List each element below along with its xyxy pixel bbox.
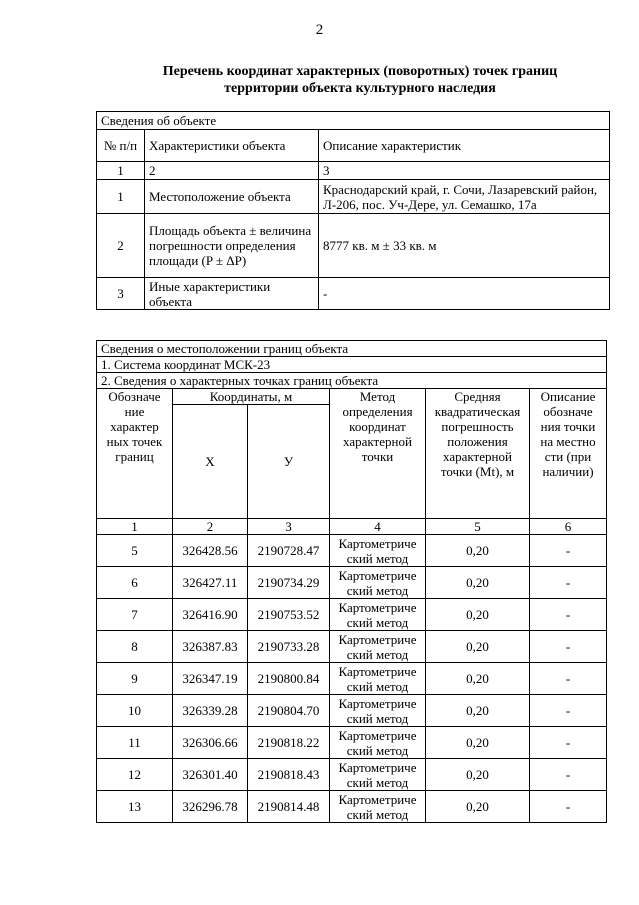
row-description: Краснодарский край, г. Сочи, Лазаревский район, Л-206, пос. Уч-Дере, ул. Семашко, 17а <box>319 180 610 214</box>
point-method: Картометриче ский метод <box>330 791 426 823</box>
point-accuracy: 0,20 <box>426 535 530 567</box>
table-row <box>97 214 610 278</box>
header-characteristic: Характеристики объекта <box>145 130 319 162</box>
point-description: - <box>530 759 607 791</box>
row-number: 1 <box>97 180 145 214</box>
point-x: 326387.83 <box>173 631 248 663</box>
table-row <box>97 567 607 599</box>
row-number: 2 <box>97 214 145 278</box>
table-row <box>97 695 607 727</box>
row-description: - <box>319 278 610 310</box>
column-number: 4 <box>330 519 426 535</box>
point-method: Картометриче ский метод <box>330 631 426 663</box>
point-y: 2190733.28 <box>248 631 330 663</box>
point-description: - <box>530 791 607 823</box>
point-y: 2190814.48 <box>248 791 330 823</box>
row-characteristic: Площадь объекта ± величина погрешности определения площади (P ± ΔP) <box>145 214 319 278</box>
points-section-title: 2. Сведения о характерных точках границ объекта <box>97 373 607 389</box>
point-method: Картометриче ский метод <box>330 727 426 759</box>
header-coordinates: Координаты, м <box>173 389 330 405</box>
table-row <box>97 791 607 823</box>
point-y: 2190818.22 <box>248 727 330 759</box>
table-row <box>97 663 607 695</box>
header-description: Описание обозначе ния точки на местно сти (при наличии) <box>530 389 607 519</box>
header-x: X <box>173 405 248 519</box>
column-number: 5 <box>426 519 530 535</box>
object-info-table <box>96 111 610 310</box>
point-id: 10 <box>97 695 173 727</box>
point-accuracy: 0,20 <box>426 695 530 727</box>
table-row <box>97 599 607 631</box>
header-number: № п/п <box>97 130 145 162</box>
point-accuracy: 0,20 <box>426 567 530 599</box>
point-description: - <box>530 695 607 727</box>
point-description: - <box>530 599 607 631</box>
row-characteristic: Местоположение объекта <box>145 180 319 214</box>
coordinate-system: 1. Система координат МСК-23 <box>97 357 607 373</box>
table-row <box>97 278 610 310</box>
point-description: - <box>530 663 607 695</box>
column-number: 6 <box>530 519 607 535</box>
header-y: У <box>248 405 330 519</box>
point-y: 2190728.47 <box>248 535 330 567</box>
point-id: 6 <box>97 567 173 599</box>
point-x: 326296.78 <box>173 791 248 823</box>
row-number: 3 <box>97 278 145 310</box>
table-row <box>97 535 607 567</box>
boundary-section-title: Сведения о местоположении границ объекта <box>97 341 607 357</box>
point-method: Картометриче ский метод <box>330 759 426 791</box>
boundary-points-table <box>96 340 607 823</box>
point-x: 326416.90 <box>173 599 248 631</box>
column-number: 2 <box>145 162 319 180</box>
column-number: 1 <box>97 162 145 180</box>
title-line-1: Перечень координат характерных (поворотных) точек границ <box>162 64 558 79</box>
point-id: 11 <box>97 727 173 759</box>
object-info-section-title: Сведения об объекте <box>97 112 610 130</box>
point-y: 2190734.29 <box>248 567 330 599</box>
point-accuracy: 0,20 <box>426 759 530 791</box>
point-x: 326306.66 <box>173 727 248 759</box>
header-description: Описание характеристик <box>319 130 610 162</box>
point-y: 2190800.84 <box>248 663 330 695</box>
column-number: 2 <box>173 519 248 535</box>
point-method: Картометриче ский метод <box>330 663 426 695</box>
document-title <box>100 63 620 97</box>
point-id: 9 <box>97 663 173 695</box>
point-x: 326347.19 <box>173 663 248 695</box>
point-accuracy: 0,20 <box>426 599 530 631</box>
point-accuracy: 0,20 <box>426 631 530 663</box>
point-y: 2190753.52 <box>248 599 330 631</box>
point-id: 5 <box>97 535 173 567</box>
point-x: 326428.56 <box>173 535 248 567</box>
point-accuracy: 0,20 <box>426 727 530 759</box>
point-y: 2190804.70 <box>248 695 330 727</box>
column-number: 3 <box>248 519 330 535</box>
table-row <box>97 180 610 214</box>
point-x: 326301.40 <box>173 759 248 791</box>
column-number: 3 <box>319 162 610 180</box>
header-accuracy: Средняя квадратическая погрешность положения характерной точки (Mt), м <box>426 389 530 519</box>
point-y: 2190818.43 <box>248 759 330 791</box>
column-number: 1 <box>97 519 173 535</box>
point-x: 326427.11 <box>173 567 248 599</box>
point-accuracy: 0,20 <box>426 791 530 823</box>
table-row <box>97 631 607 663</box>
point-description: - <box>530 535 607 567</box>
point-id: 12 <box>97 759 173 791</box>
point-description: - <box>530 567 607 599</box>
row-characteristic: Иные характеристики объекта <box>145 278 319 310</box>
page-number: 2 <box>315 22 324 38</box>
point-accuracy: 0,20 <box>426 663 530 695</box>
point-id: 13 <box>97 791 173 823</box>
point-x: 326339.28 <box>173 695 248 727</box>
title-line-2: территории объекта культурного наследия <box>224 81 496 96</box>
point-description: - <box>530 727 607 759</box>
header-designation: Обозначе ние характер ных точек границ <box>97 389 173 519</box>
table-row <box>97 759 607 791</box>
point-method: Картометриче ский метод <box>330 695 426 727</box>
point-id: 7 <box>97 599 173 631</box>
point-method: Картометриче ский метод <box>330 567 426 599</box>
point-method: Картометриче ский метод <box>330 535 426 567</box>
point-description: - <box>530 631 607 663</box>
row-description: 8777 кв. м ± 33 кв. м <box>319 214 610 278</box>
point-id: 8 <box>97 631 173 663</box>
header-method: Метод определения координат характерной точки <box>330 389 426 519</box>
point-method: Картометриче ский метод <box>330 599 426 631</box>
table-row <box>97 727 607 759</box>
